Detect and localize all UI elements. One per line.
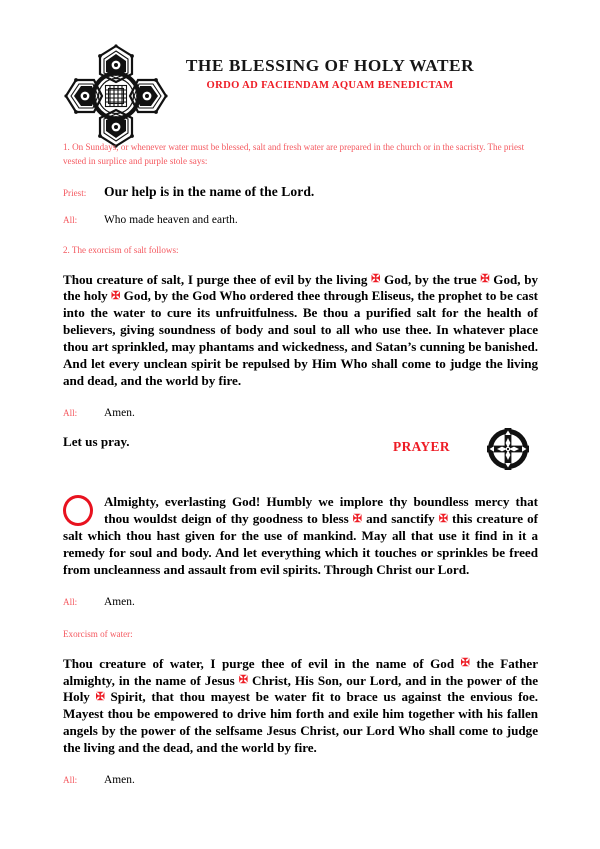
response-text-2: Amen. <box>104 407 135 420</box>
rubric-exorcism-of-water-heading: Exorcism of water: <box>63 629 133 640</box>
rubric-instruction-1: 1. On Sundays, or whenever water must be blessed, salt and fresh water are prepared in the church or in the sacristy. The priest vested in surplice and purple stole says: <box>63 142 525 167</box>
page-title: THE BLESSING OF HOLY WATER <box>185 56 475 75</box>
response-text-4: Amen. <box>104 774 135 787</box>
exorcism-salt-text-3: God, by the holy <box>63 271 539 304</box>
exorcism-water-text-3: Christ, His Son, our Lord, and in the power of the Holy <box>63 672 538 705</box>
speaker-label-all: All: <box>63 775 78 786</box>
versicle-line <box>63 184 538 201</box>
response-text-1: Who made heaven and earth. <box>104 214 238 227</box>
cross-glyph-icon: ✠ <box>480 273 490 286</box>
page-subtitle: ORDO AD FACIENDAM AQUAM BENEDICTAM <box>206 79 454 91</box>
exorcism-of-water-paragraph <box>63 656 538 758</box>
prayer-heading-row <box>63 434 538 486</box>
prayer-over-salt-paragraph <box>63 494 538 579</box>
speaker-label-priest: Priest: <box>63 188 87 199</box>
prayer-label: PRAYER <box>393 439 450 455</box>
rubric-instruction-2: 2. The exorcism of salt follows: <box>63 245 179 256</box>
prayer-salt-text-1: Almighty, everlasting God! Humbly we implore thy boundless mercy that thou wouldst deign of thy goodness to bless <box>104 494 538 527</box>
cross-glyph-icon: ✠ <box>111 289 121 302</box>
prayer-salt-text-3: this creature of salt which thou hast given for the use of mankind. May all that use it find in it a remedy for soul and body. And let everything which it touches or sprinkles be freed from uncleanness and assault from evil spirits. Through Christ our Lord. <box>63 511 538 578</box>
coptic-cross-icon <box>62 42 170 150</box>
response-line-1 <box>63 213 538 227</box>
exorcism-salt-text-2: God, by the true <box>380 271 481 287</box>
exorcism-water-text-1: Thou creature of water, I purge thee of evil in the name of God <box>63 655 461 671</box>
document-body <box>63 140 538 788</box>
cross-glyph-icon: ✠ <box>238 674 248 686</box>
document-header <box>0 34 600 154</box>
ringed-cross-icon <box>485 426 531 472</box>
cross-glyph-icon: ✠ <box>438 512 448 525</box>
response-line-2 <box>63 406 538 420</box>
cross-glyph-icon: ✠ <box>460 657 470 670</box>
prayer-salt-text-2: and sanctify <box>361 511 439 527</box>
response-text-3: Amen. <box>104 596 135 609</box>
cross-glyph-icon: ✠ <box>352 512 362 525</box>
exorcism-salt-text-4: God, by the God Who ordered thee through Eliseus, the prophet to be cast into the water to cure its unfruitfulness. Be thou a purified salt for the health of believers, giving soundness of body and soul to all who use thee. In whatever place thou art sprinkled, may phantams and wickedness, and Satan’s cunning be banished. And let every unclean spirit be repulsed by Him Who shall come to judge the living and dead, and the world by fire. <box>63 288 538 389</box>
exorcism-water-text-2: the Father almighty, in the name of Jesus <box>63 655 538 688</box>
exorcism-of-salt-paragraph <box>63 272 538 391</box>
response-line-3 <box>63 595 538 609</box>
exorcism-water-text-4: Spirit, that thou mayest be water fit to brace us against the envious foe. Mayest thou be empowered to drive him forth and exile him together with his fallen angels by the power of the selfsame Jesus Christ, our Lord Who shall come to judge the living and the dead, and the world by fire. <box>63 689 539 756</box>
versicle-text: Our help is in the name of the Lord. <box>104 184 315 200</box>
speaker-label-all: All: <box>63 597 78 608</box>
title-block <box>180 56 480 92</box>
exorcism-salt-text-1: Thou creature of salt, I purge thee of evil by the living <box>63 271 372 287</box>
response-line-4 <box>63 773 538 787</box>
let-us-pray-text: Let us pray. <box>63 434 130 450</box>
cross-glyph-icon: ✠ <box>371 273 381 286</box>
speaker-label-all: All: <box>63 408 78 419</box>
cross-glyph-icon: ✠ <box>95 690 105 703</box>
speaker-label-all: All: <box>63 215 78 226</box>
dropcap-letter-o <box>63 495 93 526</box>
